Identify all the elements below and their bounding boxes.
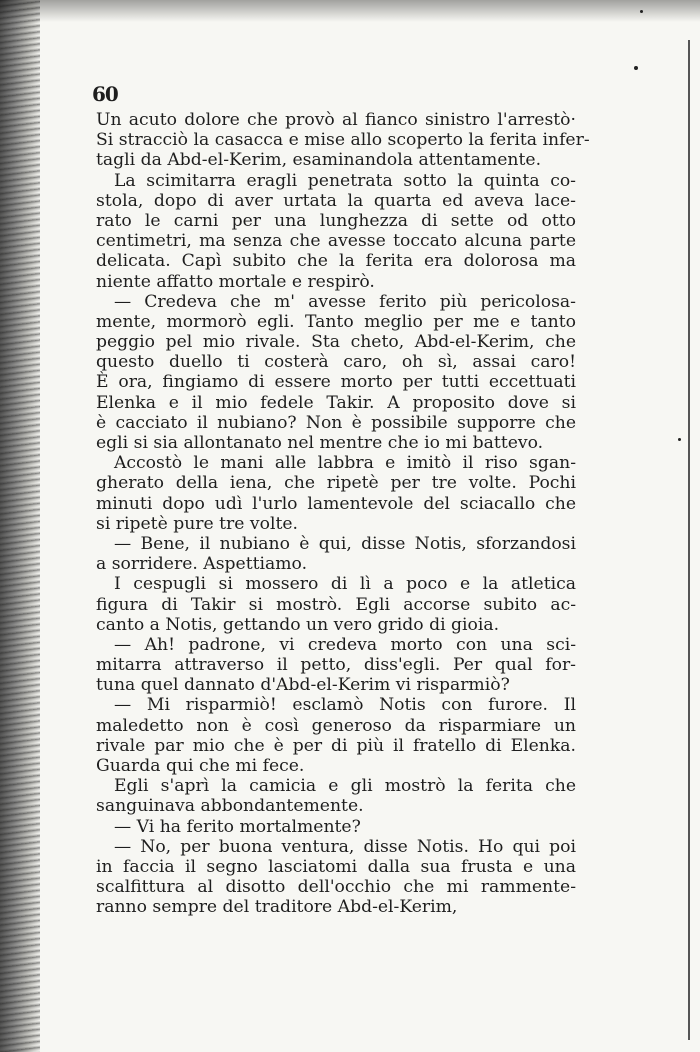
text-line: — Vi ha ferito mortalmente? <box>114 816 361 837</box>
text-line: minuti dopo udì l'urlo lamentevole del sciacallo che <box>96 493 576 514</box>
text-line: canto a Notis, gettando un vero grido di gioia. <box>96 614 500 635</box>
text-line: La scimitarra eragli penetrata sotto la quinta co- <box>114 170 576 191</box>
body-text <box>96 110 590 918</box>
text-line: tagli da Abd-el-Kerim, esaminandola attentamente. <box>96 150 542 171</box>
text-line: Accostò le mani alle labbra e imitò il riso sgan- <box>114 453 576 474</box>
text-line: — Mi risparmiò! esclamò Notis con furore. Il <box>114 695 576 716</box>
text-line: Un acuto dolore che provò al fianco sinistro l'arrestò· <box>96 110 576 130</box>
text-line: centimetri, ma senza che avesse toccato alcuna parte <box>96 231 576 252</box>
scan-top-shadow <box>0 0 700 22</box>
text-line: I cespugli si mossero di lì a poco e la atletica <box>114 574 576 595</box>
text-line: — No, per buona ventura, disse Notis. Ho qui poi <box>114 836 576 857</box>
text-line: tuna quel dannato d'Abd-el-Kerim vi risparmiò? <box>96 675 510 696</box>
text-line: questo duello ti costerà caro, oh sì, assai caro! <box>96 352 576 373</box>
text-line: in faccia il segno lasciatomi dalla sua frusta e una <box>96 856 576 877</box>
text-line: a sorridere. Aspettiamo. <box>96 554 308 575</box>
text-line: peggio pel mio rivale. Sta cheto, Abd-el-Kerim, che <box>96 332 576 353</box>
text-line: È ora, fingiamo di essere morto per tutti eccettuati <box>96 372 576 393</box>
text-line: figura di Takir si mostrò. Egli accorse subito ac- <box>96 594 576 615</box>
text-line: rivale par mio che è per di più il fratello di Elenka. <box>96 735 576 756</box>
text-line: è cacciato il nubiano? Non è possibile supporre che <box>96 412 576 433</box>
text-line: delicata. Capì subito che la ferita era dolorosa ma <box>96 251 576 272</box>
text-line: rato le carni per una lunghezza di sette od otto <box>96 210 576 231</box>
text-line: mente, mormorò egli. Tanto meglio per me e tanto <box>96 311 576 332</box>
text-line: stola, dopo di aver urtata la quarta ed aveva lace- <box>96 190 576 211</box>
text-line: — Ah! padrone, vi credeva morto con una sci- <box>114 634 576 655</box>
scan-speck <box>678 438 681 441</box>
text-line: Guarda qui che mi fece. <box>96 756 305 776</box>
text-line: scalfittura al disotto dell'occhio che mi rammente- <box>96 877 576 898</box>
text-line: egli si sia allontanato nel mentre che io mi battevo. <box>96 433 544 453</box>
text-line: maledetto non è così generoso da risparmiare un <box>96 715 576 736</box>
text-line: Si stracciò la casacca e mise allo scoperto la ferita infer- <box>96 130 590 151</box>
text-line: sanguinava abbondantemente. <box>96 796 364 817</box>
scan-speck <box>640 10 643 13</box>
text-line: — Credeva che m' avesse ferito più pericolosa- <box>114 291 576 312</box>
text-line: ranno sempre del traditore Abd-el-Kerim, <box>96 897 458 918</box>
text-line: mitarra attraverso il petto, diss'egli. Per qual for- <box>96 655 576 676</box>
scan-right-edge <box>688 40 690 1040</box>
text-line: Elenka e il mio fedele Takir. A proposito dove si <box>96 392 576 413</box>
text-line: Egli s'aprì la camicia e gli mostrò la ferita che <box>114 776 576 797</box>
scan-binding-edge <box>0 0 40 1052</box>
text-line: gherato della iena, che ripetè per tre volte. Pochi <box>96 473 576 494</box>
page-number: 60 <box>92 82 118 106</box>
text-line: si ripetè pure tre volte. <box>96 513 298 534</box>
text-line: — Bene, il nubiano è qui, disse Notis, sforzandosi <box>114 533 576 554</box>
scan-speck <box>634 66 638 70</box>
text-line: niente affatto mortale e respirò. <box>96 271 375 292</box>
